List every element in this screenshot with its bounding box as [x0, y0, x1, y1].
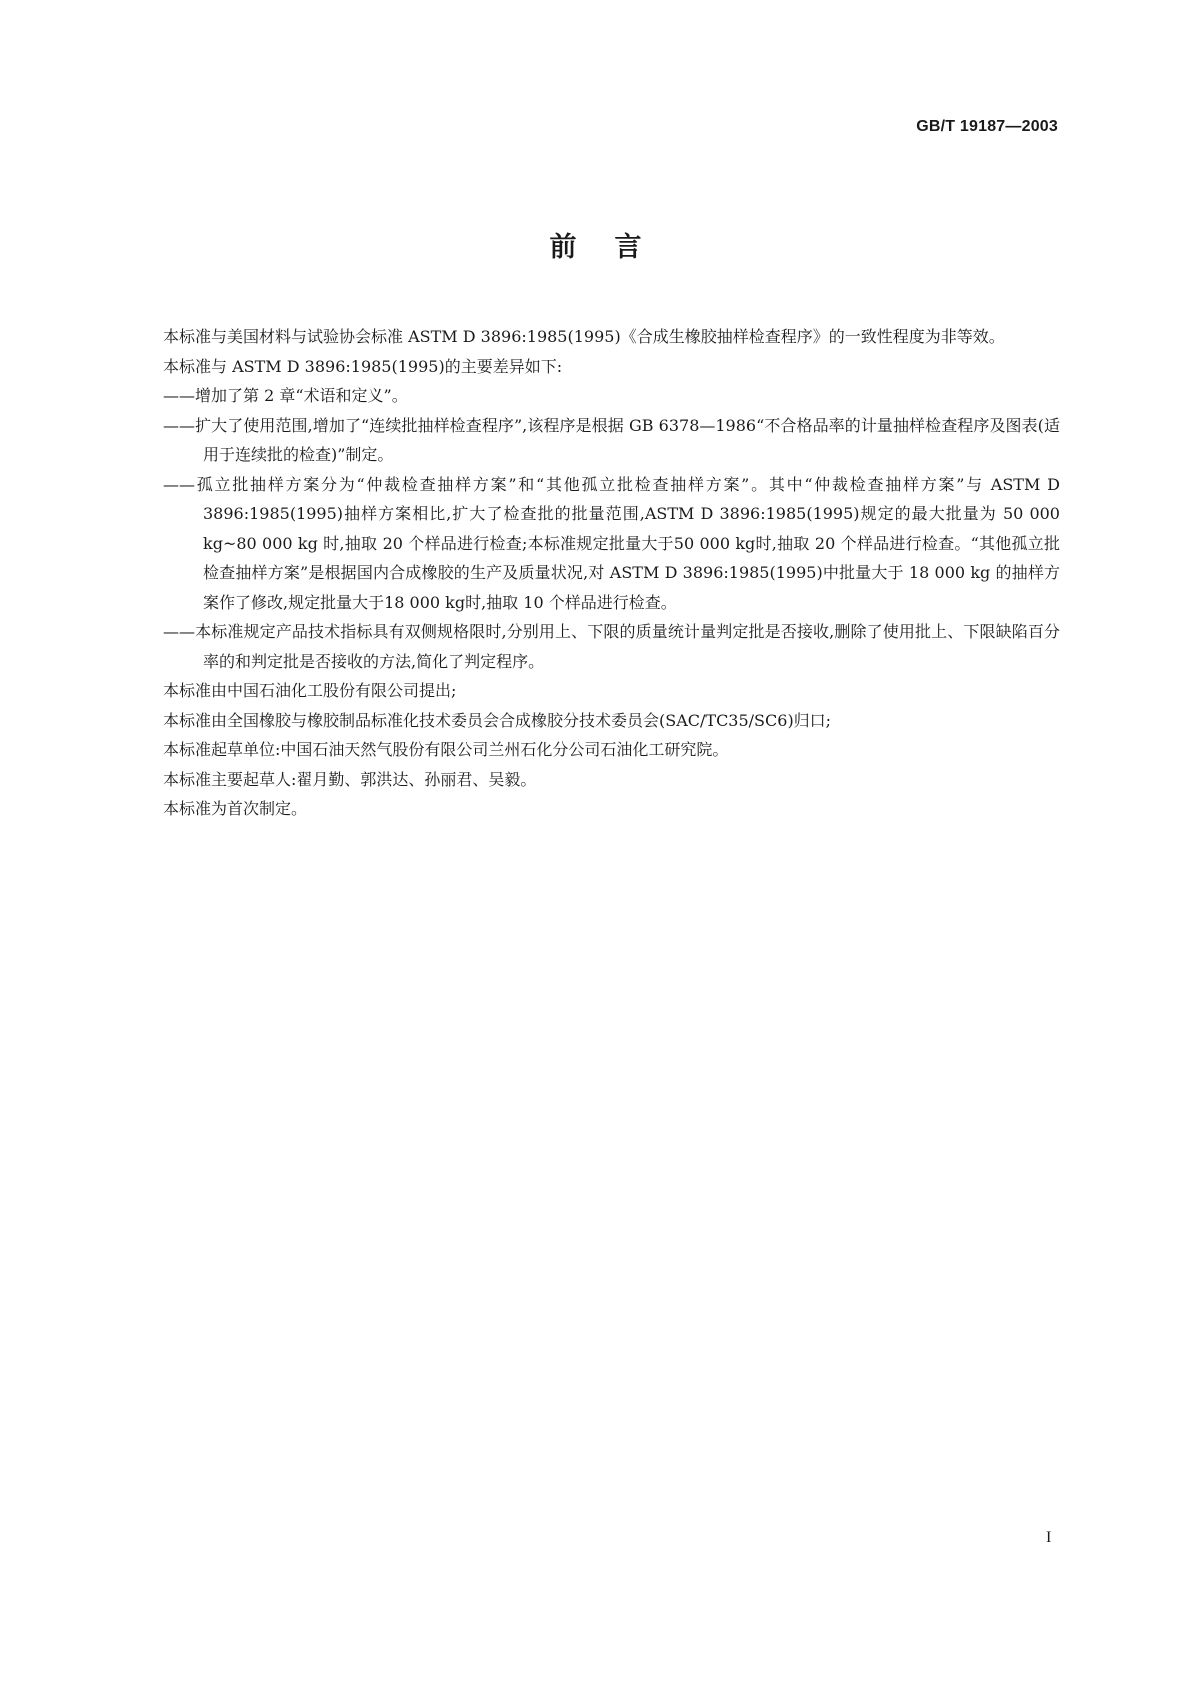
drafters-line: 本标准主要起草人:翟月勤、郭洪达、孙丽君、吴毅。: [163, 769, 537, 789]
standard-number: GB/T 19187—2003: [916, 118, 1058, 135]
foreword-body: [131, 322, 1060, 824]
paragraph-equivalence: 本标准与美国材料与试验协会标准 ASTM D 3896:1985(1995)《合成生橡胶抽样检查程序》的一致性程度为非等效。: [163, 327, 1005, 346]
page-title: 前言: [549, 232, 680, 263]
paragraph-differences-intro: 本标准与 ASTM D 3896:1985(1995)的主要差异如下:: [163, 356, 563, 376]
first-edition-line: 本标准为首次制定。: [163, 799, 308, 818]
proposer-line: 本标准由中国石油化工股份有限公司提出;: [163, 681, 457, 700]
centralized-by-line: 本标准由全国橡胶与橡胶制品标准化技术委员会合成橡胶分技术委员会(SAC/TC35/SC6)归口;: [163, 710, 832, 730]
difference-item: ——本标准规定产品技术指标具有双侧规格限时,分别用上、下限的质量统计量判定批是否接收,删除了使用批上、下限缺陷百分率的和判定批是否接收的方法,简化了判定程序。: [163, 622, 1060, 671]
drafting-unit-line: 本标准起草单位:中国石油天然气股份有限公司兰州石化分公司石油化工研究院。: [163, 740, 729, 759]
difference-item: ——扩大了使用范围,增加了“连续批抽样检查程序”,该程序是根据 GB 6378—1986“不合格品率的计量抽样检查程序及图表(适用于连续批的检查)”制定。: [163, 415, 1060, 464]
difference-item: ——孤立批抽样方案分为“仲裁检查抽样方案”和“其他孤立批检查抽样方案”。其中“仲裁检查抽样方案”与 ASTM D 3896:1985(1995)抽样方案相比,扩大了检查批的批量范围,ASTM D 3896:1985(1995)规定的最大批量为 50 000 kg~80 000 kg 时,抽取 20 个样品进行检查;本标准规定批量大于50 000 kg时,抽取 20 个样品进行检查。“其他孤立批检查抽样方案”是根据国内合成橡胶的生产及质量状况,对 ASTM D 3896:1985(1995)中批量大于 18 000 kg 的抽样方案作了修改,规定批量大于18 000 kg时,抽取 10 个样品进行检查。: [163, 474, 1060, 612]
difference-item: ——增加了第 2 章“术语和定义”。: [163, 386, 408, 405]
page-number: I: [1046, 1529, 1052, 1546]
